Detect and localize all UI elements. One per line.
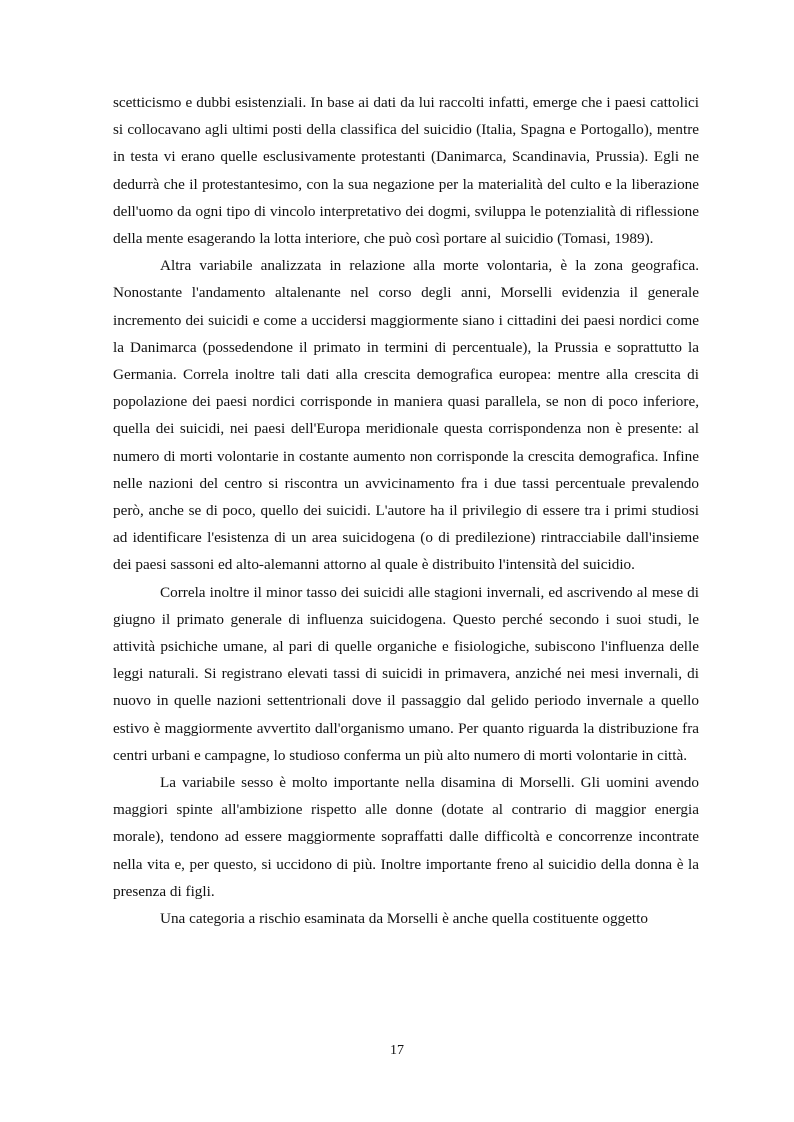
- paragraph-continuation: scetticismo e dubbi esistenziali. In base ai dati da lui raccolti infatti, emerge che i paesi cattolici si collocavano agli ultimi posti della classifica del suicidio (Italia, Spagna e Portogallo), mentre in testa vi erano quelle esclusivamente protestanti (Danimarca, Scandinavia, Prussia). Egli ne dedurrà che il protestantesimo, con la sua negazione per la materialità del culto e la liberazione dell'uomo da ogni tipo di vincolo interpretativo dei dogmi, sviluppa le potenzialità di riflessione della mente esagerando la lotta interiore, che può così portare al suicidio (Tomasi, 1989).: [113, 94, 699, 248]
- page-number: 17: [390, 1043, 404, 1058]
- paragraph-categoria: Una categoria a rischio esaminata da Morselli è anche quella costituente oggetto: [160, 910, 648, 928]
- paragraph-sesso: La variabile sesso è molto importante nella disamina di Morselli. Gli uomini avendo maggiori spinte all'ambizione rispetto alle donne (dotate al contrario di maggior energia morale), tendono ad essere maggiormente sopraffatti dalle difficoltà e concorrenze incontrate nella vita e, per questo, si uccidono di più. Inoltre importante freno al suicidio della donna è la presenza di figli.: [113, 774, 699, 900]
- body-text: [113, 89, 699, 932]
- paragraph-geografia: Altra variabile analizzata in relazione alla morte volontaria, è la zona geografica. Nonostante l'andamento altalenante nel corso degli anni, Morselli evidenzia il generale incremento dei suicidi e come a uccidersi maggiormente siano i cittadini dei paesi nordici come la Danimarca (possedendone il primato in termini di percentuale), la Prussia e soprattutto la Germania. Correla inoltre tali dati alla crescita demografica europea: mentre alla crescita di popolazione dei paesi nordici corrisponde in maniera quasi parallela, se non di poco inferiore, quella dei suicidi, nei paesi dell'Europa meridionale questa corrispondenza non è presente: al numero di morti volontarie in costante aumento non corrisponde la crescita demografica. Infine nelle nazioni del centro si riscontra un avvicinamento fra i due tassi percentuale prevalendo però, anche se di poco, quello dei suicidi. L'autore ha il privilegio di essere tra i primi studiosi ad identificare l'esistenza di un area suicidogena (o di predilezione) rintracciabile dall'insieme dei paesi sassoni ed alto-alemanni attorno al quale è distribuito l'intensità del suicidio.: [113, 257, 699, 574]
- paragraph-stagioni: Correla inoltre il minor tasso dei suicidi alle stagioni invernali, ed ascrivendo al mese di giugno il primato generale di influenza suicidogena. Questo perché secondo i suoi studi, le attività psichiche umane, al pari di quelle organiche e fisiologiche, subiscono l'influenza delle leggi naturali. Si registrano elevati tassi di suicidi in primavera, anziché nei mesi invernali, di nuovo in quelle nazioni settentrionali dove il passaggio dal gelido periodo invernale a quello estivo è maggiormente avvertito dall'organismo umano. Per quanto riguarda la distribuzione fra centri urbani e campagne, lo studioso conferma un più alto numero di morti volontarie in città.: [113, 583, 699, 764]
